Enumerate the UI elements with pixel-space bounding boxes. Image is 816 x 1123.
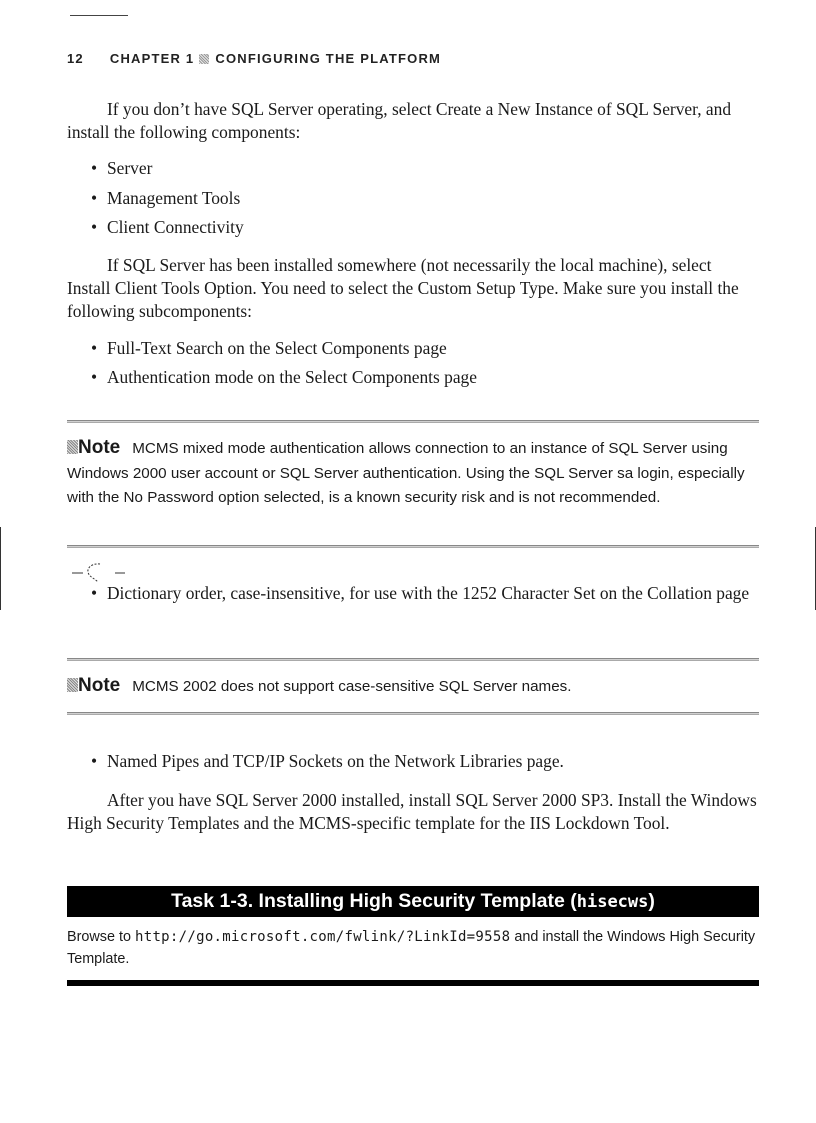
list-item: • Server [91, 158, 153, 178]
page-number: 12 [67, 51, 84, 66]
bullet-icon: • [91, 158, 98, 178]
bullet-icon: • [91, 338, 98, 358]
note-text: MCMS mixed mode authentication allows connection to an instance of SQL Server using Windows 2000 user account or SQL Server authentication. Using the SQL Server sa login, especially with the No Password option selected, is a known security risk and is not recommended. [67, 440, 745, 506]
note-icon [67, 678, 78, 692]
note-rule-top [67, 658, 759, 661]
list-item: • Dictionary order, case-insensitive, for use with the 1252 Character Set on the Collation page [91, 583, 750, 603]
task-end-rule [67, 980, 759, 986]
list-item: • Management Tools [91, 188, 241, 208]
list-item: • Client Connectivity [91, 217, 244, 237]
sp3-paragraph: After you have SQL Server 2000 installed, install SQL Server 2000 SP3. Install the Windows High Security Templates and the MCMS-specific template for the IIS Lockdown Tool. [67, 790, 757, 833]
note-rule-bottom [67, 712, 759, 715]
bullet-icon: • [91, 188, 98, 208]
note-case-sensitive [67, 674, 759, 700]
note-icon [67, 440, 78, 454]
task-body: Browse to http://go.microsoft.com/fwlink/?LinkId=9558 and install the Windows High Security Template. [67, 929, 756, 967]
task-heading [67, 886, 759, 917]
bullet-icon: • [91, 367, 98, 387]
note-rule-bottom [67, 545, 759, 548]
top-crop-rule [70, 15, 128, 16]
chapter-title: CONFIGURING THE PLATFORM [215, 51, 442, 66]
note-label: Note [78, 675, 121, 696]
list-item: • Named Pipes and TCP/IP Sockets on the Network Libraries page. [91, 751, 564, 771]
note-text: MCMS 2002 does not support case-sensitive SQL Server names. [132, 678, 572, 695]
note-rule-top [67, 420, 759, 423]
task-title: Task 1-3. Installing High Security Template ( [171, 890, 577, 912]
note-authentication [67, 436, 759, 511]
download-link[interactable]: http://go.microsoft.com/fwlink/?LinkId=9558 [134, 929, 511, 945]
list-item: • Full-Text Search on the Select Components page [91, 338, 447, 358]
running-head [67, 51, 441, 66]
intro-paragraph: If you don’t have SQL Server operating, select Create a New Instance of SQL Server, and install the following components: [67, 99, 732, 142]
task-code: hisecws [576, 892, 649, 912]
separator-icon [199, 54, 209, 64]
note-label: Note [78, 437, 121, 458]
bullet-icon: • [91, 751, 98, 771]
bullet-icon: • [91, 217, 98, 237]
chapter-label: CHAPTER 1 [109, 51, 195, 66]
client-tools-paragraph: If SQL Server has been installed somewhere (not necessarily the local machine), select Install Client Tools Option. You need to select the Custom Setup Type. Make sure you install the following subcomponents: [67, 255, 739, 321]
task-title-close: ) [648, 890, 655, 912]
bullet-icon: • [91, 583, 98, 603]
left-edge-mark [0, 527, 1, 610]
list-item: • Authentication mode on the Select Components page [91, 367, 477, 387]
